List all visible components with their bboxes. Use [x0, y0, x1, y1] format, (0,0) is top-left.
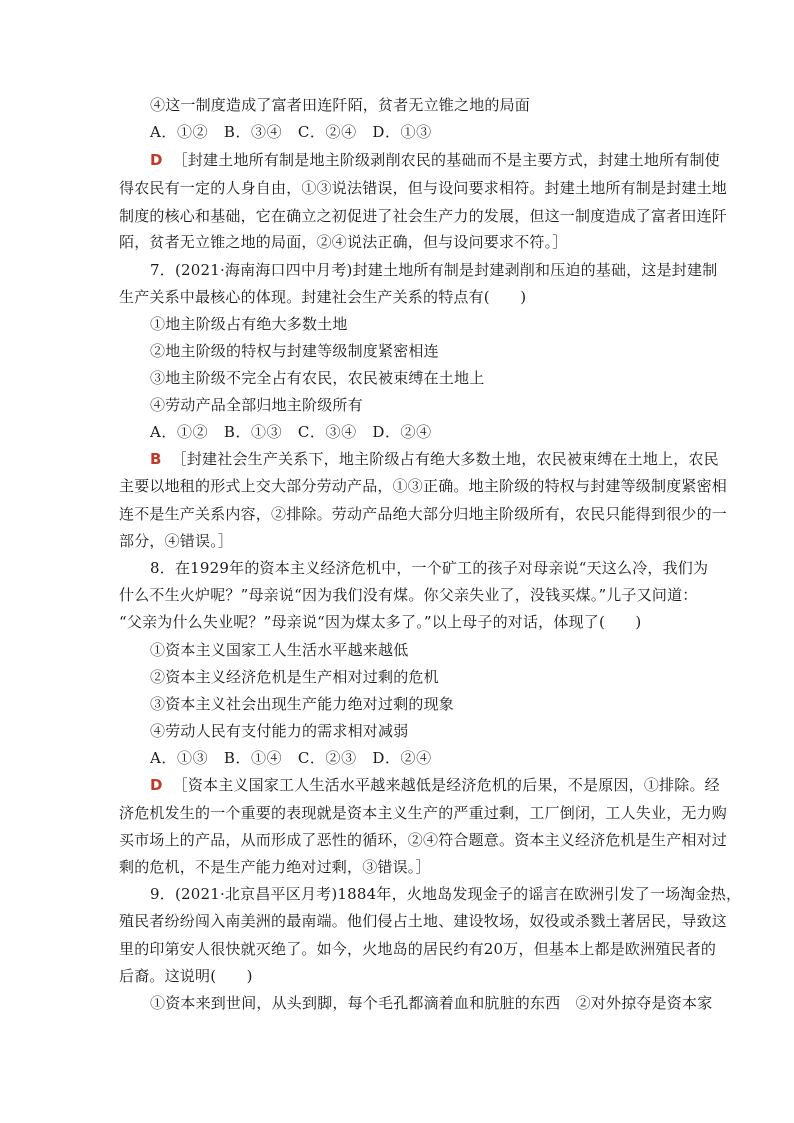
- option-line: ②地主阶级的特权与封建等级制度紧密相连: [150, 342, 439, 360]
- option-line: ④劳动人民有支付能力的需求相对减弱: [150, 722, 409, 740]
- explanation-line: 得农民有一定的人身自由，①③说法错误，但与设问要求相符。封建土地所有制是封建土地: [119, 179, 728, 197]
- option-line: ①资本来到世间，从头到脚，每个毛孔都滴着血和肮脏的东西 ②对外掠夺是资本家: [150, 994, 713, 1012]
- explanation-line: 剩的危机，不是生产能力绝对过剩，③错误。］: [119, 858, 431, 876]
- option-line: ③资本主义社会出现生产能力绝对过剩的现象: [150, 695, 455, 713]
- explanation-line: 连不是生产关系内容，②排除。劳动产品绝大部分归地主阶级所有，农民只能得到很少的一: [119, 505, 728, 523]
- option-line: ④这一制度造成了富者田连阡陌，贫者无立锥之地的局面: [150, 96, 531, 114]
- option-line: ③地主阶级不完全占有农民，农民被束缚在土地上: [150, 369, 485, 387]
- question-stem: 后裔。这说明( ): [119, 967, 253, 985]
- option-line: ②资本主义经济危机是生产相对过剩的危机: [150, 668, 439, 686]
- question-stem: 里的印第安人很快就灭绝了。如今，火地岛的居民约有20万，但基本上都是欧洲殖民者的: [119, 940, 717, 958]
- question-stem: 8．在1929年的资本主义经济危机中，一个矿工的孩子对母亲说“天这么冷，我们为: [150, 559, 709, 577]
- answer-letter: B: [150, 450, 162, 468]
- question-stem: 殖民者纷纷闯入南美洲的最南端。他们侵占土地、建设牧场，奴役或杀戮土著居民，导致这: [119, 912, 728, 930]
- explanation-line: 部分，④错误。］: [119, 532, 234, 550]
- explanation-line: 主要以地租的形式上交大部分劳动产品，①③正确。地主阶级的特权与封建等级制度紧密相: [119, 477, 728, 495]
- answer-letter: D: [150, 776, 163, 794]
- question-stem: 7．(2021·海南海口四中月考)封建土地所有制是封建剥削和压迫的基础，这是封建制: [150, 261, 718, 279]
- explanation-first-line: D ［封建土地所有制是地主阶级剥削农民的基础而不是主要方式，封建土地所有制使: [150, 151, 720, 169]
- question-stem: 9．(2021·北京昌平区月考)1884年，火地岛发现金子的谣言在欧洲引发了一场淘金热，: [150, 885, 742, 903]
- question-stem: “父亲为什么失业呢？”母亲说“因为煤太多了。”以上母子的对话，体现了( ): [119, 613, 642, 631]
- question-stem: 生产关系中最核心的体现。封建社会生产关系的特点有( ): [119, 288, 527, 306]
- option-line: ①地主阶级占有绝大多数土地: [150, 315, 348, 333]
- choices-line: A．①② B．①③ C．③④ D．②④: [150, 423, 432, 441]
- explanation-line: 陌，贫者无立锥之地的局面，②④说法正确，但与设问要求不符。］: [119, 233, 568, 251]
- explanation-line: 制度的核心和基础，它在确立之初促进了社会生产力的发展，但这一制度造成了富者田连阡: [119, 207, 728, 225]
- option-line: ①资本主义国家工人生活水平越来越低: [150, 641, 409, 659]
- answer-letter: D: [150, 151, 163, 169]
- choices-line: A．①③ B．①④ C．②③ D．②④: [150, 749, 432, 767]
- explanation-line: 济危机发生的一个重要的表现就是资本主义生产的严重过剩，工厂倒闭，工人失业，无力购: [119, 804, 728, 822]
- explanation-first-line: B ［封建社会生产关系下，地主阶级占有绝大多数土地，农民被束缚在土地上，农民: [150, 450, 719, 468]
- explanation-line: 买市场上的产品，从而形成了恶性的循环，②④符合题意。资本主义经济危机是生产相对过: [119, 831, 728, 849]
- option-line: ④劳动产品全部归地主阶级所有: [150, 396, 363, 414]
- choices-line: A．①② B．③④ C．②④ D．①③: [150, 123, 432, 141]
- explanation-first-line: D ［资本主义国家工人生活水平越来越低是经济危机的后果，不是原因，①排除。经: [150, 776, 720, 794]
- question-stem: 什么不生火炉呢？”母亲说“因为我们没有煤。你父亲失业了，没钱买煤。”儿子又问道：: [119, 586, 698, 604]
